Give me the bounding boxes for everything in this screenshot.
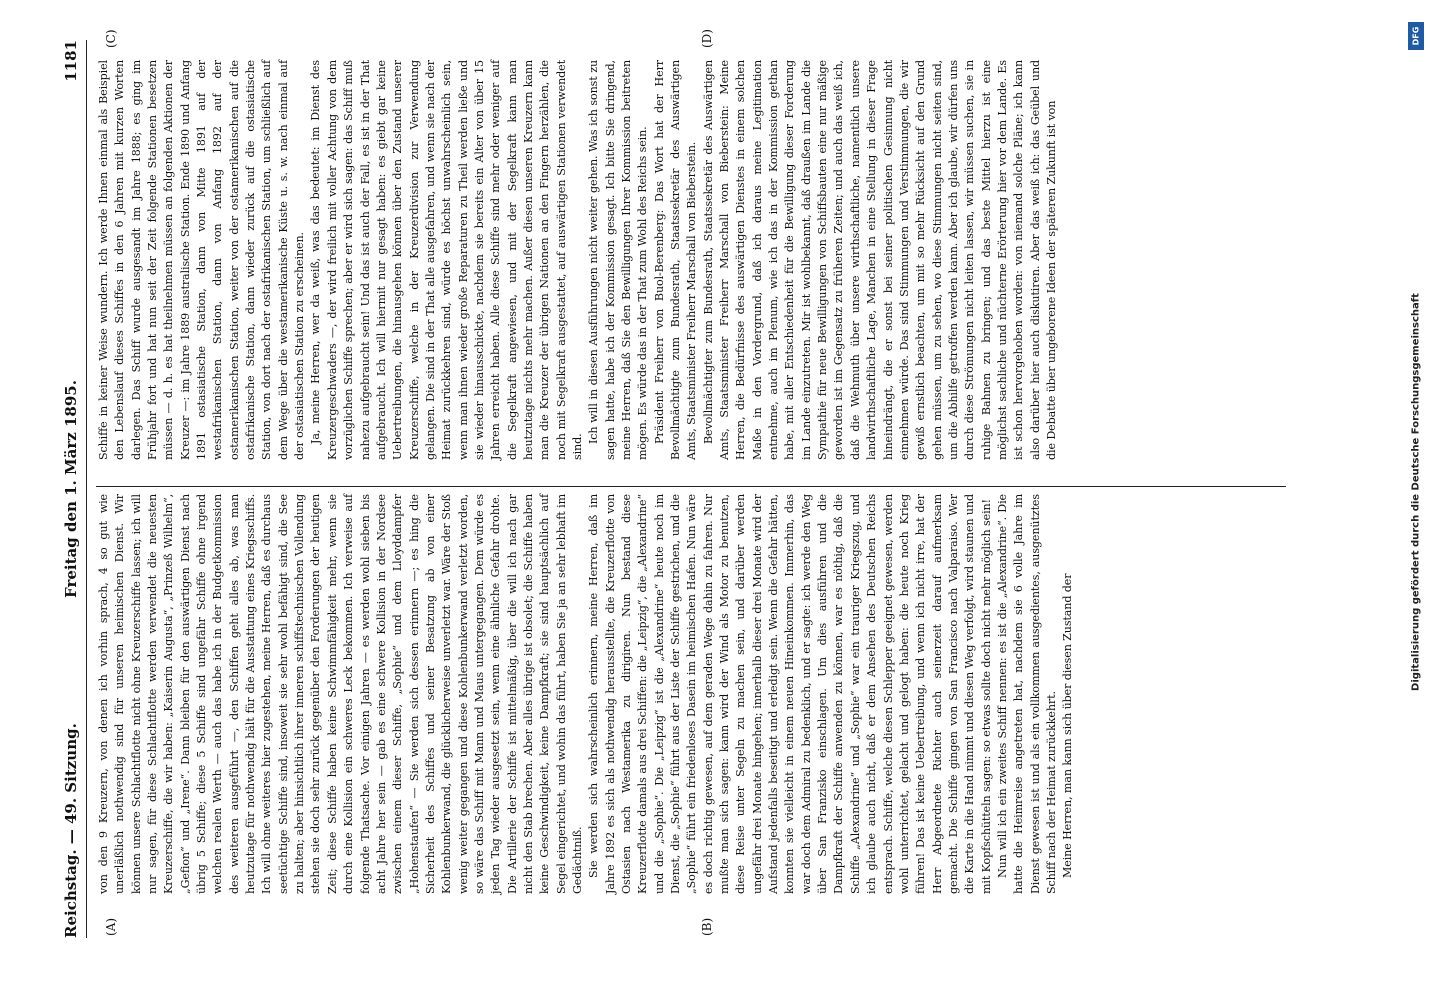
credit-text: Digitalisierung gefördert durch die Deutsche Forschungsgemeinschaft <box>1410 293 1422 691</box>
dfg-logo: DFG <box>1408 22 1424 50</box>
page-header <box>58 40 86 938</box>
paragraph: Sie werden sich wahrscheinlich erinnern, meine Herren, daß im Jahre 1892 es sich als nothwendig herausstellte, die Kreuzerflotte von Ostasien nach Westamerika zu dirigiren. Nun bestand diese Kreuzerflotte damals aus drei Schiffen: die „Leipzig“, die „Alexandrine“ und die „Sophie“. Die „Leipzig“ ist die „Alexandrine“ heute noch im Dienst, die „Sophie“ führt aus der Liste der Schiffe gestrichen, und die „Sophie“ führt ein friedenloses Dasein im heimischen Hafen. Nun wäre es doch richtig gewesen, auf dem geraden Wege dahin zu fahren. Nur mußte man sich sagen: kann wird der Wind als Motor zu benutzen, diese Reise unter Segeln zu machen sein, und darüber werden ungefähr drei Monate hingehen; innerhalb dieser drei Monate wird der Aufstand jedenfalls beseitigt und erledigt sein. Wenn die Gefahr hätten, konnten sie vielleicht in einem neuen Hineinkommen. Immerhin, das war doch dem Admiral zu bedenklich, und er sagte: ich werde den Weg über San Franzisko einschlagen. Um dies ausführen und die Dampfkraft der Schiffe anwenden zu können, war es nöthig, daß die Schiffe „Alexandrine“ und „Sophie“ war ein trauriger Kriegszug, und ich glaube auch nicht, daß er dem Ansehen des Deutschen Reichs entsprach. Schiffe, welche diesen Schlepper geeignet gewesen, werden wohl unterrichtet, gelacht und gelogt haben: die heute noch Krieg führen! Das ist keine Uebertreibung, und wenn ich nicht irre, hat der Herr Abgeordnete Richter auch seinerzeit darauf aufmerksam gemacht. Die Schiffe gingen von San Francisco nach Valparaiso. Wer die Karte in die Hand nimmt und diesen Weg verfolgt, wird staunen und mit Kopfschütteln sagen: so etwas sollte doch nicht mehr möglich sein! <box>587 494 993 894</box>
column-left <box>96 494 1077 894</box>
column-right <box>96 60 1060 460</box>
margin-marker-b: (B) <box>700 917 714 936</box>
paragraph: Ich will in diesen Ausführungen nicht weiter gehen. Was ich sonst zu sagen hatte, habe ich der Kommission gesagt. Ich bitte Sie dringend, meine Herren, daß Sie den Bewilligungen Ihrer Kommission beitreten mögen. Es würde das in der That zum Wohl des Reichs sein. <box>587 60 650 460</box>
paragraph-president: Präsident Freiherr von Buol-Berenberg: Das Wort hat der Herr Bevollmächtigte zum Bundesrath, Staatssekretär des Auswärtigen Amts, Staatsminister Freiherr Marschall von Bieberstein. <box>652 60 699 460</box>
digitization-credit <box>1405 0 1427 1000</box>
header-session: Reichstag. — 49. Sitzung. <box>62 723 80 938</box>
margin-marker-c: (C) <box>104 29 118 48</box>
header-date: Freitag den 1. März 1895. <box>62 380 80 598</box>
paragraph: Meine Herren, man kann sich über diesen Zustand der <box>1061 573 1075 878</box>
paragraph: Ja, meine Herren, wer da weiß, was das bedeutet: im Dienst des Kreuzergeschwaders —, der wird freilich mit voller Achtung von dem vorzüglichen Schiffe sprechen; aber er wird sich sagen: das Schiff muß nahezu aufgebraucht sein! Und das ist auch der Fall, es ist in der That aufgebraucht. Ich will hiermit nur gesagt haben: es giebt gar keine Uebertreibungen, die hinausgehen können über den Zustand unserer Kreuzerschiffe, welche in der Kreuzerdivision zur Verwendung gelangen. Die sind in der That alle ausgefahren, und wenn sie nach der Heimat zurückkehren sind, würde es höchst unwahrscheinlich sein, wenn man ihnen wieder große Reparaturen zu Theil werden ließe und sie wieder hinausschickte, nachdem sie bereits ein Alter von über 15 Jahren erreicht haben. Alle diese Schiffe sind mehr oder weniger auf die Segelkraft angewiesen, und mit der Segelkraft kann man heutzutage nichts mehr machen. Außer diesen unseren Kreuzern kann man die Kreuzer der übrigen Nationen an den Fingern herzählen, die noch mit Segelkraft ausgestattet, auf auswärtigen Stationen verwendet sind. <box>309 60 584 460</box>
margin-marker-a: (A) <box>104 917 118 936</box>
paragraph: Nun will ich ein zweites Schiff nennen: es ist die „Alexandrine“. Die hatte die Heimreise angetreten hat, nachdem sie 6 volle Jahre im Dienst gewesen ist und als ein vollkommen ausgedientes, ausgenütztes Schiff nach der Heimat zurückkehrt. <box>995 494 1058 894</box>
margin-marker-d: (D) <box>700 29 714 48</box>
paragraph-speech: Bevollmächtigter zum Bundesrath, Staatssekretär des Auswärtigen Amts, Staatsminister Freiherr Marschall von Bieberstein: Meine Herren, die Bedürfnisse des auswärtigen Dienstes in einem solchen Maße in den Vordergrund, daß ich daraus meine Legitimation entnehme, auch im Plenum, wie ich das in der Kommission gethan habe, mit aller Entschiedenheit für die Bewilligung dieser Forderung im Lande einzutreten. Mir ist wohlbekannt, daß draußen im Lande die Sympathie für neue Bewilligungen von Schiffsbauten eine nur mäßige geworden ist im Gegensatz zu früheren Zeiten; und auch das weiß ich, daß die Wehmuth über unsere wirthschaftliche, namentlich unsere landwirthschaftliche Lage, Manchen in eine Stellung in dieser Frage hineindrängt, die er sonst bei seiner politischen Gesinnung nicht einnehmen würde. Das sind Stimmungen und Verstimmungen, die wir gewiß ernstlich beachten, um mit so mehr Rücksicht auf den Grund gehen müssen, um zu sehen, wo diese Stimmungen nicht seiten sind, um die Abhilfe getroffen werden kann. Aber ich glaube, wir dürfen uns durch diese Strömungen nicht leiten lassen, wir müssen suchen, sie in ruhige Bahnen zu bringen; und das beste Mittel hierzu ist eine möglichst sachliche und nüchterne Erörterung hier vor dem Lande. Es ist schon hervorgehoben worden: von niemand solche Pläne; ich kann also darüber hier auch diskutiren. Aber das weiß ich: das Geübel und die Debatte über ungeborene Ideen der späteren Zukunft ist von <box>701 60 1058 460</box>
paragraph: Schiffe in keiner Weise wundern. Ich werde Ihnen einmal als Beispiel den Lebenslauf dieses Schiffes in den 6 Jahren mit kurzen Worten darlegen. Das Schiff wurde ausgesandt im Jahre 1888; es ging im Frühjahr fort und hat nun seit der Zeit folgende Stationen besetzen müssen — d. h. es hat theilnehmen müssen an folgenden Aktionen der Kreuzer —: im Jahre 1889 australische Station. Ende 1890 und Anfang 1891 ostasiatische Station, dann von Mitte 1891 auf der westafrikanischen Station, dann von Anfang 1892 auf der ostamerikanischen Station, weiter von der ostamerikanischen auf die ostafrikanische Station, dann wieder zurück auf die ostasiatische Station, von dort nach der ostafrikanischen Station, um schließlich auf dem Wege über die westamerikanische Küste u. s. w. nach einmal auf der ostasiatischen Station zu erscheinen. <box>97 60 307 460</box>
header-rule <box>86 40 87 938</box>
column-divider <box>96 486 1286 487</box>
paragraph: von den 9 Kreuzern, von denen ich vorhin sprach, 4 so gut wie unerläßlich nothwendig sind für unseren heimischen Dienst. Wir können unsere Schlachtflotte nicht ohne Kreuzerschiffe lassen; ich will nur sagen, für diese Schlachtflotte werden verwendet die neuesten Kreuzerschiffe, die wir haben: „Kaiserin Augusta“, „Prinzeß Wilhelm“, „Gefion“ und „Irene“. Dann bleiben für den auswärtigen Dienst nach übrig 5 Schiffe; diese 5 Schiffe sind ungefähr Schiffe ohne irgend welchen realen Werth — auch das habe ich in der Budgetkommission des weiteren ausgeführt —, den Schiffen geht alles ab, was man heutzutage für nothwendig hält für die Ausstattung eines Kriegsschiffs. Ich will ohne weiteres hier zugestehen, meine Herren, daß es durchaus seetüchtige Schiffe sind, insoweit sie sehr wohl befähigt sind, die See zu halten; aber hinsichtlich ihrer inneren schiffstechnischen Vollendung stehen sie doch sehr zurück gegenüber den Forderungen der heutigen Zeit; diese Schiffe haben keine Schwimmfähigkeit mehr, wenn sie durch eine Kollision ein schweres Leck bekommen. Ich verweise auf folgende Thatsache. Vor einigen Jahren — es werden wohl sieben bis acht Jahre her sein — gab es eine schwere Kollision in der Nordsee zwischen einem dieser Schiffe, „Sophie“ und dem Lloyddampfer „Hohenstaufen“ — Sie werden sich dessen erinnern —; es hing die Sicherheit des Schiffes und seiner Besatzung ab von einer Kohlenbunkerwand, die glücklicherweise unverletzt war. Wäre der Stoß wenig weiter gegangen und diese Kohlenbunkerwand verletzt worden, so wäre das Schiff mit Mann und Maus untergegangen. Dem würde es jeden Tag wieder ausgesetzt sein, wenn eine ähnliche Gefahr drohte. Die Artillerie der Schiffe ist mittelmäßig, über die will ich nach gar nicht den Stab brechen. Aber alles übrige ist obsolet; die Schiffe haben keine Geschwindigkeit, keine Dampfkraft; sie sind hauptsächlich auf Segel eingerichtet, und wohin das führt, haben Sie ja an sehr lebhaft im Gedächtniß. <box>97 494 584 894</box>
page-number: 1181 <box>62 40 80 82</box>
